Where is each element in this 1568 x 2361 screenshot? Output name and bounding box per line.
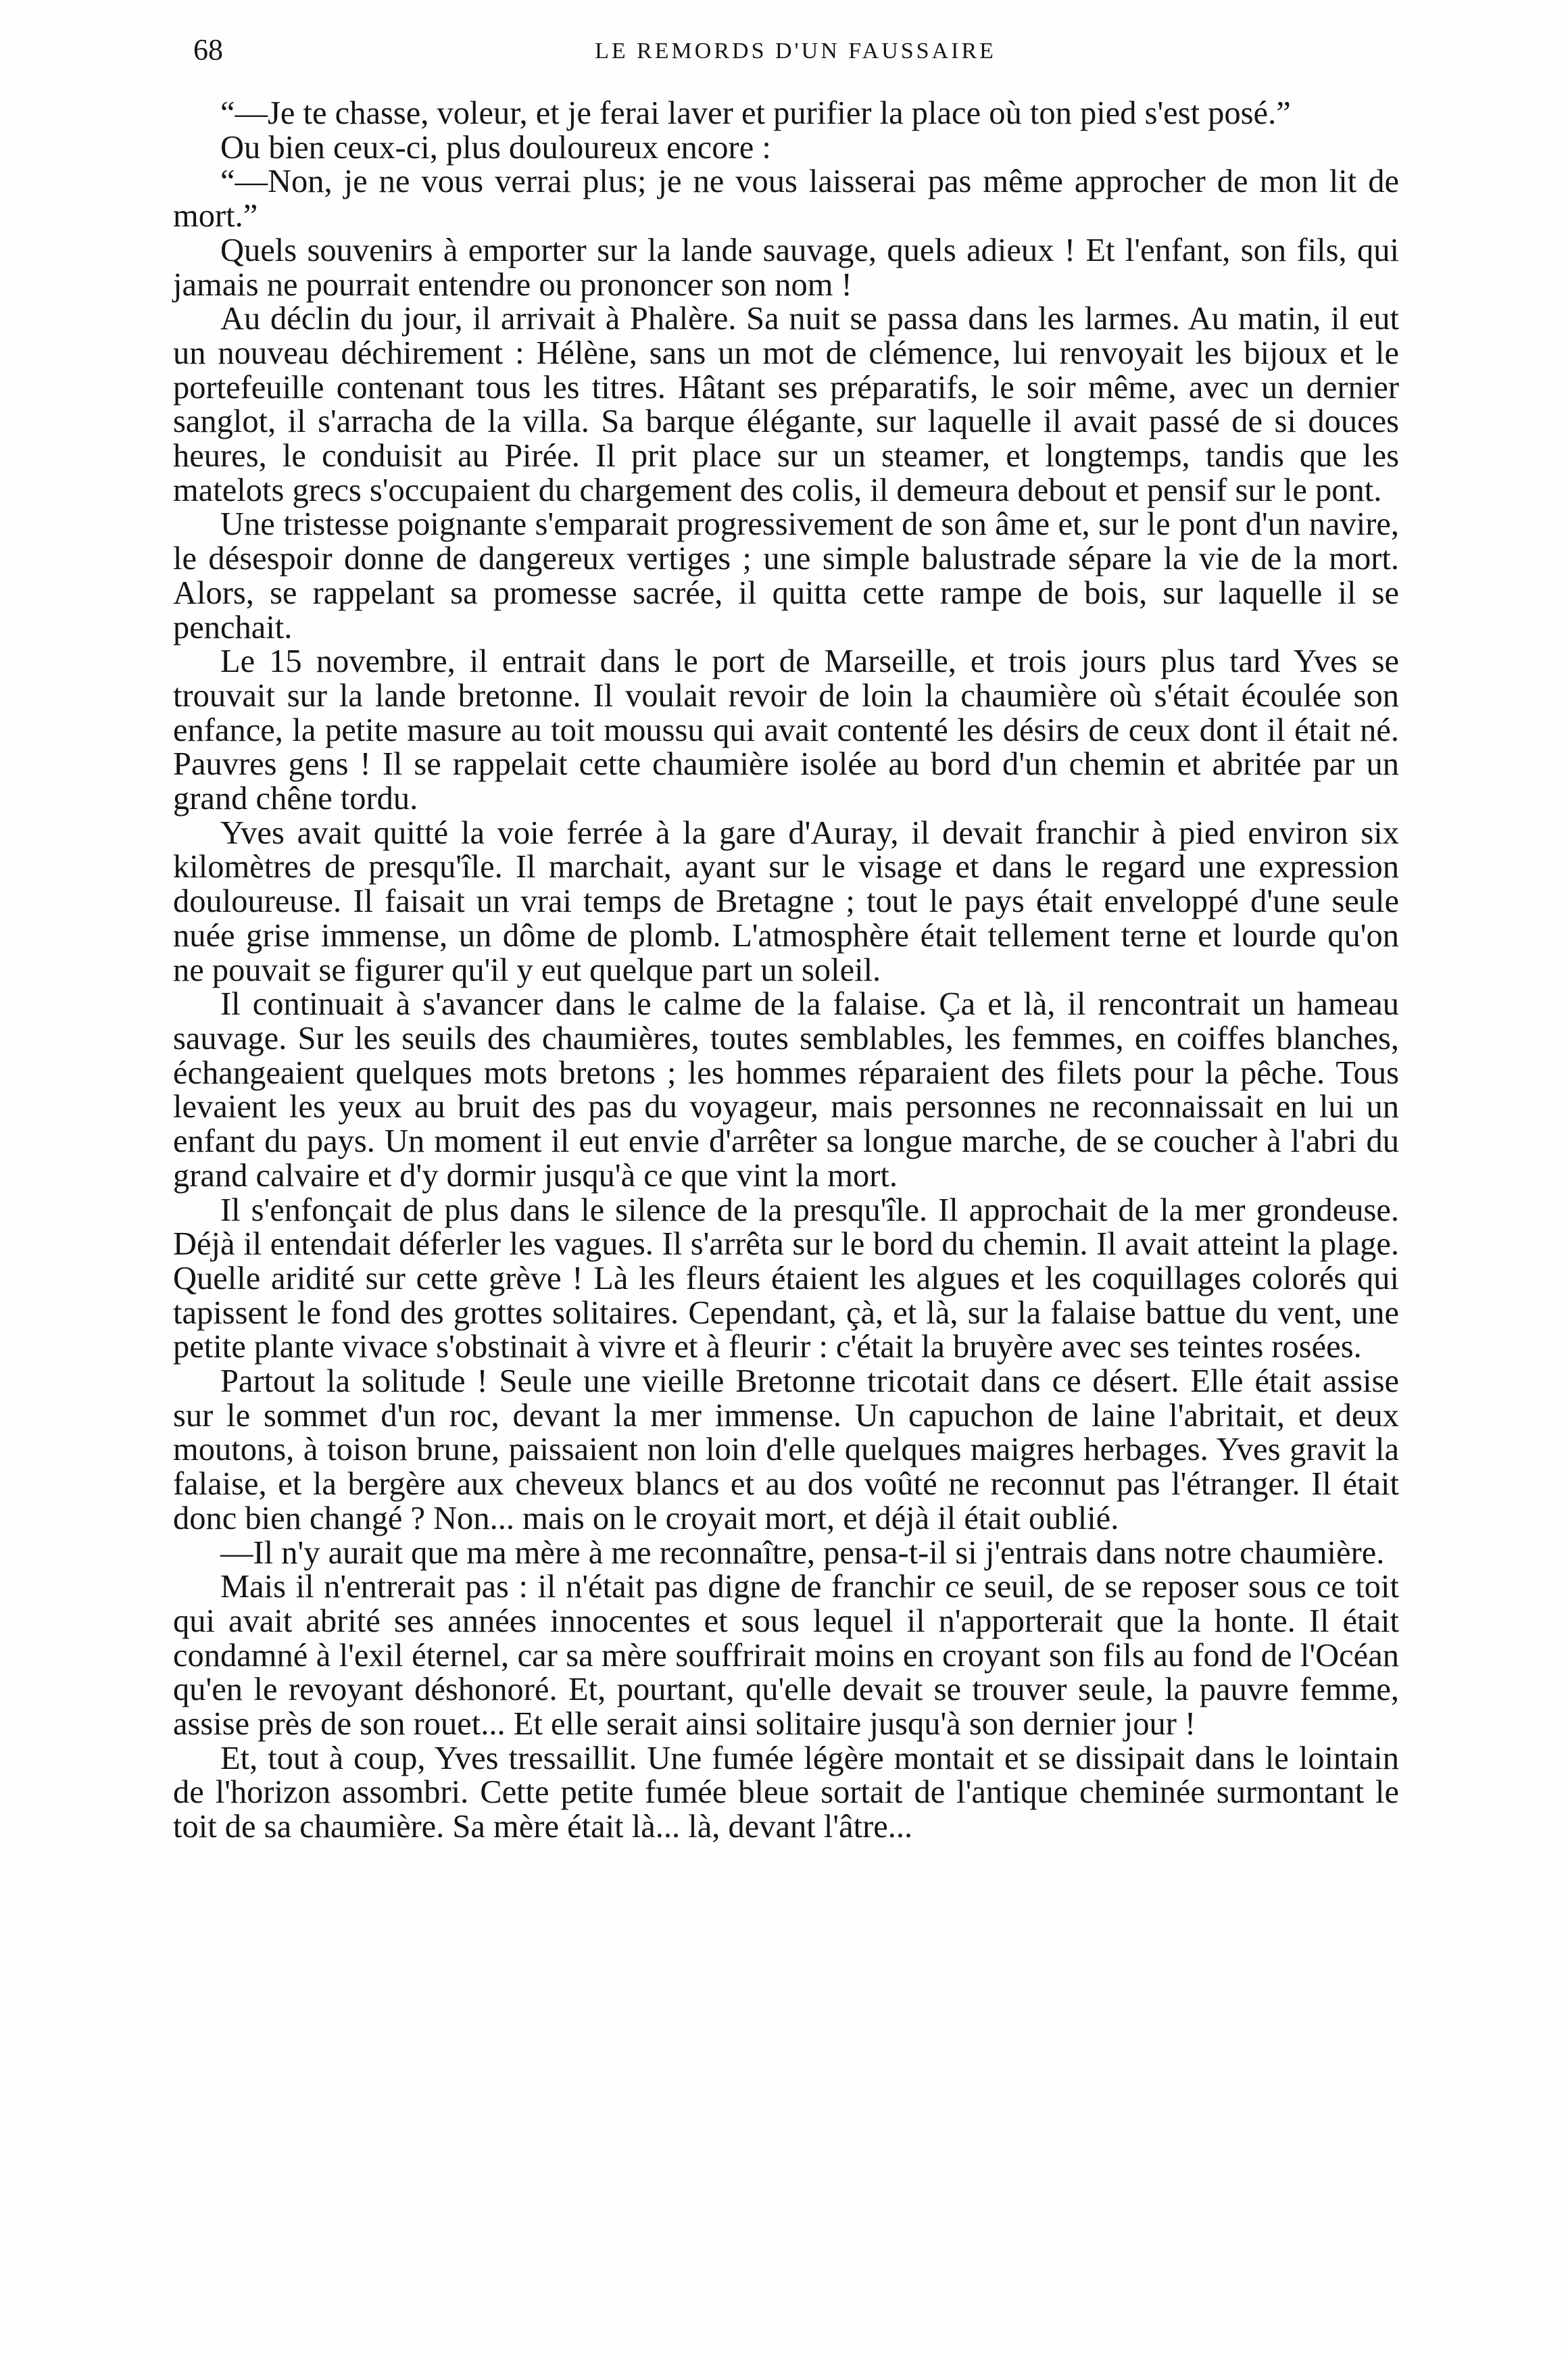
- paragraph: “—Je te chasse, voleur, et je ferai laver et purifier la place où ton pied s'est posé.”: [220, 95, 1291, 131]
- paragraph: Partout la solitude ! Seule une vieille Bretonne tricotait dans ce désert. Elle était assise sur le sommet d'un roc, devant la mer immense. Un capuchon de laine l'abritait, et deux moutons, à toison brune, paissaient non loin d'elle quelques maigres herbages. Yves gravit la falaise, et la bergère aux cheveux blancs et au dos voûté ne reconnut pas l'étranger. Il était donc bien changé ? Non... mais on le croyait mort, et déjà il était oublié.: [173, 1363, 1399, 1536]
- paragraph: Il continuait à s'avancer dans le calme de la falaise. Ça et là, il rencontrait un hameau sauvage. Sur les seuils des chaumières, toutes semblables, les femmes, en coiffes blanches, échangeaient quelques mots bretons ; les hommes réparaient des filets pour la pêche. Tous levaient les yeux au bruit des pas du voyageur, mais personnes ne reconnaissait en lui un enfant du pays. Un moment il eut envie d'arrêter sa longue marche, de se coucher à l'abri du grand calvaire et d'y dormir jusqu'à ce que vint la mort.: [173, 986, 1399, 1194]
- paragraph: Ou bien ceux-ci, plus douloureux encore :: [220, 129, 771, 166]
- paragraph: Il s'enfonçait de plus dans le silence de la presqu'île. Il approchait de la mer grondeuse. Déjà il entendait déferler les vagues. Il s'arrêta sur le bord du chemin. Il avait atteint la plage. Quelle aridité sur cette grève ! Là les fleurs étaient les algues et les coquillages colorés qui tapissent le fond des grottes solitaires. Cependant, çà, et là, sur la falaise battue du vent, une petite plante vivace s'obstinait à vivre et à fleurir : c'était la bruyère avec ses teintes rosées.: [173, 1192, 1399, 1365]
- paragraph: Quels souvenirs à emporter sur la lande sauvage, quels adieux ! Et l'enfant, son fils, qui jamais ne pourrait entendre ou prononcer son nom !: [173, 232, 1399, 303]
- paragraph: “—Non, je ne vous verrai plus; je ne vous laisserai pas même approcher de mon lit de mort.”: [173, 164, 1399, 235]
- paragraph: Le 15 novembre, il entrait dans le port de Marseille, et trois jours plus tard Yves se trouvait sur la lande bretonne. Il voulait revoir de loin la chaumière où s'était écoulée son enfance, la petite masure au toit moussu qui avait contenté les désirs de ceux dont il était né. Pauvres gens ! Il se rappelait cette chaumière isolée au bord d'un chemin et abritée par un grand chêne tordu.: [173, 643, 1399, 817]
- paragraph: Au déclin du jour, il arrivait à Phalère. Sa nuit se passa dans les larmes. Au matin, il eut un nouveau déchirement : Hélène, sans un mot de clémence, lui renvoyait les bijoux et le portefeuille contenant tous les titres. Hâtant ses préparatifs, le soir même, avec un dernier sanglot, il s'arracha de la villa. Sa barque élégante, sur laquelle il avait passé de si douces heures, le conduisit au Pirée. Il prit place sur un steamer, et longtemps, tandis que les matelots grecs s'occupaient du chargement des colis, il demeura debout et pensif sur le pont.: [173, 301, 1399, 508]
- paragraph: —Il n'y aurait que ma mère à me reconnaître, pensa-t-il si j'entrais dans notre chaumière.: [220, 1534, 1385, 1571]
- page-number: 68: [193, 33, 223, 66]
- paragraph: Une tristesse poignante s'emparait progressivement de son âme et, sur le pont d'un navire, le désespoir donne de dangereux vertiges ; une simple balustrade sépare la vie de la mort. Alors, se rappelant sa promesse sacrée, il quitta cette rampe de bois, sur laquelle il se penchait.: [173, 506, 1399, 646]
- paragraph: Yves avait quitté la voie ferrée à la gare d'Auray, il devait franchir à pied environ six kilomètres de presqu'île. Il marchait, ayant sur le visage et dans le regard une expression douloureuse. Il faisait un vrai temps de Bretagne ; tout le pays était enveloppé d'une seule nuée grise immense, un dôme de plomb. L'atmosphère était tellement terne et lourde qu'on ne pouvait se figurer qu'il y eut quelque part un soleil.: [173, 814, 1399, 988]
- paragraph: Mais il n'entrerait pas : il n'était pas digne de franchir ce seuil, de se reposer sous ce toit qui avait abrité ses années innocentes et sous lequel il n'apporterait que la honte. Il était condamné à l'exil éternel, car sa mère souffrirait moins en croyant son fils au fond de l'Océan qu'en le revoyant déshonoré. Et, pourtant, qu'elle devait se trouver seule, la pauvre femme, assise près de son rouet... Et elle serait ainsi solitaire jusqu'à son dernier jour !: [173, 1569, 1399, 1743]
- running-head: [193, 30, 1398, 70]
- paragraph: Et, tout à coup, Yves tressaillit. Une fumée légère montait et se dissipait dans le lointain de l'horizon assombri. Cette petite fumée bleue sortait de l'antique cheminée surmontant le toit de sa chaumière. Sa mère était là... là, devant l'âtre...: [173, 1740, 1399, 1845]
- body-text: [173, 97, 1399, 1845]
- running-title: LE REMORDS D'UN FAUSSAIRE: [595, 39, 996, 64]
